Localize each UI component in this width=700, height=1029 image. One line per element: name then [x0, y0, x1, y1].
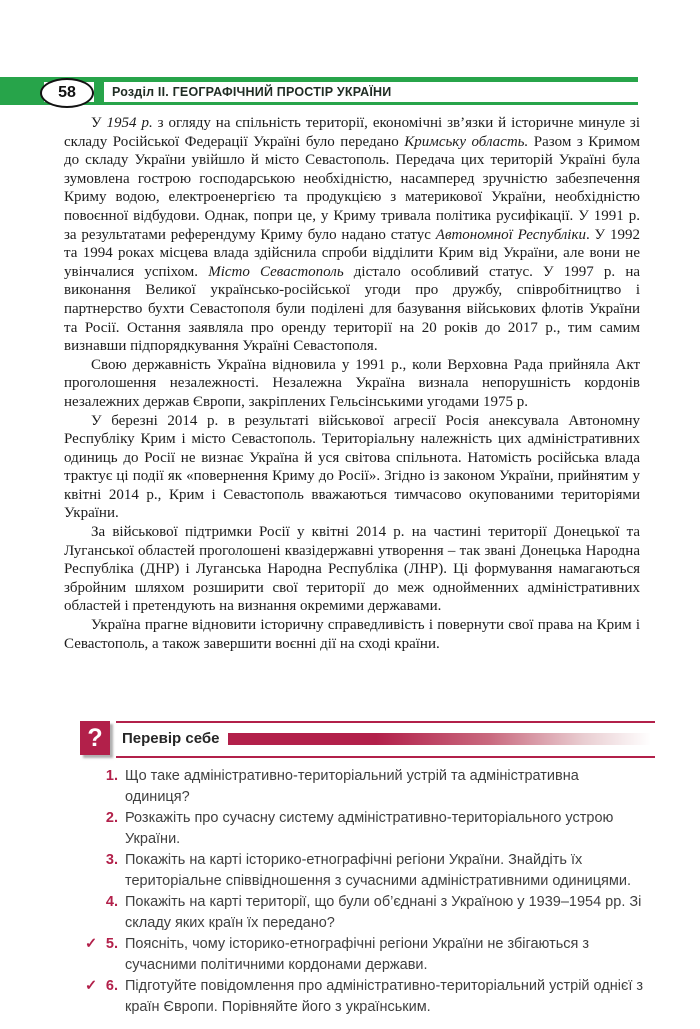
- question-text: Розкажіть про сучасну систему адміністративно-територіального устрою України.: [125, 810, 614, 847]
- question-number-text: 3.: [105, 852, 118, 868]
- list-item: [85, 808, 645, 850]
- check-icon: ✓: [85, 978, 98, 994]
- text-run: У березні 2014 р. в результаті військової агресії Росія анексувала Автономну Республіку Крим і місто Севастополь. Територіальну належність цих адміністративних одиниць до Росії не визнає Україна й уся світова спільнота. Натомість російська влада трактує ці події як «повернення Криму до Росії». Згідно із законом України, прийнятим у квітні 2014 р., Крим і Севастополь вважаються тимчасово окупованими територіями України.: [64, 412, 640, 522]
- question-number: [85, 934, 125, 955]
- question-number: [85, 808, 125, 829]
- question-text: Підготуйте повідомлення про адміністративно-територіальний устрій однієї з країн Європи. Порівняйте його з українським.: [125, 978, 644, 1015]
- question-mark-icon: [80, 721, 110, 755]
- section-title: Розділ ІІ. ГЕОГРАФІЧНИЙ ПРОСТІР УКРАЇНИ: [112, 85, 392, 99]
- question-number: [85, 766, 125, 787]
- list-item: [85, 766, 645, 808]
- check-yourself-title: Перевір себе: [122, 730, 220, 747]
- question-number-text: 5.: [105, 936, 118, 952]
- question-number: [85, 892, 125, 913]
- question-text: Покажіть на карті історико-етнографічні регіони України. Знайдіть їх територіальне співвідношення з сучасними адміністративними одиницями.: [125, 852, 631, 889]
- text-run: У: [91, 115, 107, 131]
- page-number: 58: [58, 84, 76, 101]
- questions-list: [85, 766, 645, 1018]
- rule-top: [116, 721, 655, 723]
- question-number-text: 4.: [105, 894, 118, 910]
- paragraph: [64, 616, 640, 653]
- question-number-text: 6.: [105, 978, 118, 994]
- gradient-bar: [228, 733, 651, 745]
- list-item: [85, 976, 645, 1018]
- check-icon: ✓: [85, 936, 98, 952]
- question-text: Покажіть на карті території, що були об’єднані з Україною у 1939–1954 рр. Зі складу яких країн їх передано?: [125, 894, 642, 931]
- text-run: . У 1992 та 1994 роках місцева влада здійснила спроби відділити Крим від України, але вони не увінчалися успіхом.: [64, 226, 640, 280]
- paragraph: [64, 114, 640, 356]
- text-run: з огляду на спільність території, економічні зв’язки й історичне минуле зі складу Російської Федерації Україні було передано: [64, 115, 641, 150]
- header-left-block: [0, 77, 44, 105]
- question-number-text: 1.: [105, 768, 118, 784]
- italic-run: Автономної Республіки: [435, 226, 586, 243]
- check-yourself-header: [78, 719, 655, 760]
- text-run: Разом з Кримом до складу України увійшло й місто Севастополь. Передача цих територій Україні була зумовлена гострою господарською необхідністю, насамперед зручністю забезпечення Криму водою, електроенергією та продукцією з материкової України, необхідністю повоєнної відбудови. Однак, попри це, у Криму тривала політика русифікації. У 1991 р. за результатами референдуму Криму було надано статус: [64, 133, 640, 243]
- rule-bottom: [116, 756, 655, 758]
- body-text: [64, 114, 640, 653]
- question-number-text: 2.: [105, 810, 118, 826]
- question-text: Поясніть, чому історико-етнографічні регіони України не збігаються з сучасними політичними кордонами держави.: [125, 936, 590, 973]
- question-number: [85, 976, 125, 997]
- list-item: [85, 934, 645, 976]
- list-item: [85, 850, 645, 892]
- text-run: Україна прагне відновити історичну справедливість і повернути свої права на Крим і Севастополь, а також завершити воєнні дії на сході країни.: [64, 617, 640, 652]
- page-header: [0, 77, 638, 105]
- header-underline: [0, 102, 638, 105]
- italic-run: Місто Севастополь: [208, 263, 344, 280]
- text-run: дістало особливий статус. У 1997 р. на виконання Великої українсько-російської угоди про дружбу, співробітництво і партнерство бухти Севастополя були поділені для базування військових флотів України та Росії. Остання заявляла про оренду території на 20 років до 2017 р., тим самим визнавши підпорядкування Україні Севастополя.: [64, 263, 641, 355]
- question-mark-glyph: ?: [87, 723, 103, 752]
- list-item: [85, 892, 645, 934]
- text-run: Свою державність Україна відновила у 1991 р., коли Верховна Рада прийняла Акт проголошення незалежності. Незалежна Україна визнала непорушність кордонів незалежних держав Європи, закріплених Гельсінськими угодами 1975 р.: [64, 356, 640, 410]
- paragraph: [64, 412, 640, 524]
- question-number: [85, 850, 125, 871]
- paragraph: [64, 523, 640, 616]
- question-text: Що таке адміністративно-територіальний устрій та адміністративна одиниця?: [125, 768, 579, 805]
- text-run: За військової підтримки Росії у квітні 2014 р. на частині території Донецької та Луганської областей проголошені квазідержавні утворення – так звані Донецька Народна Республіка (ДНР) і Луганська Народна Республіка (ЛНР). Ці формування намагаються збройним шляхом розширити свої території до меж однойменних адміністративних областей і претендують на визнання окремими державами.: [64, 524, 640, 615]
- page-number-badge: [40, 78, 94, 108]
- paragraph: [64, 356, 640, 412]
- italic-run: Кримську область.: [404, 133, 529, 150]
- italic-run: 1954 р.: [106, 115, 153, 131]
